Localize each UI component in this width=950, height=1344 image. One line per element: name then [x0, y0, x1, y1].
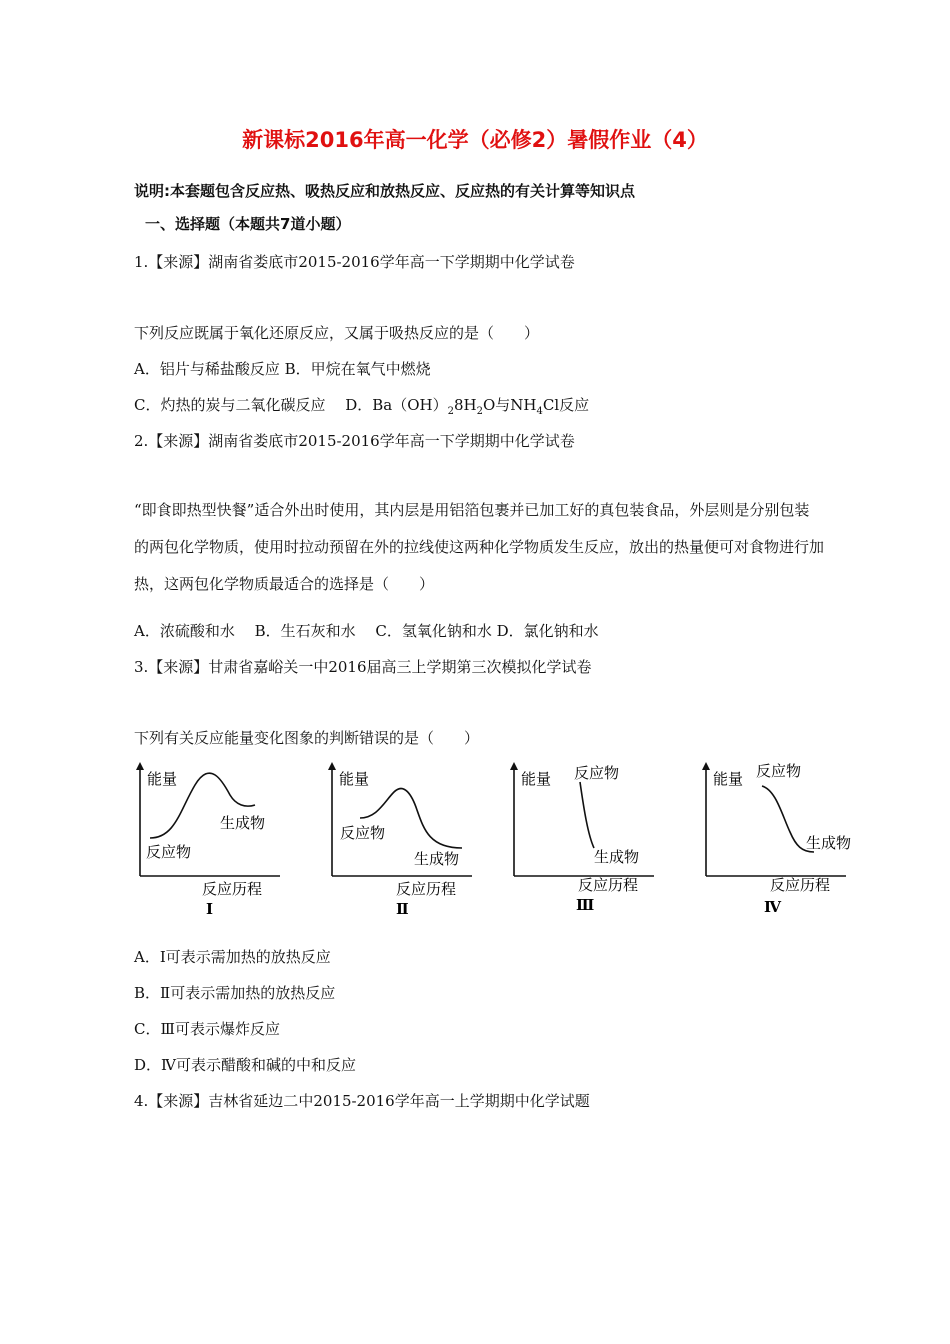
- q1-stem: 下列反应既属于氧化还原反应，又属于吸热反应的是（ ）: [134, 324, 540, 342]
- q3-option-d: D．Ⅳ可表示醋酸和碱的中和反应: [134, 1056, 357, 1074]
- diagram-label: Ⅲ: [576, 896, 595, 914]
- y-axis-label: 能量: [147, 770, 178, 788]
- x-axis-label: 反应历程: [770, 876, 831, 894]
- y-axis-label: 能量: [521, 770, 552, 788]
- q2-stem: “即食即热型快餐”适合外出时使用，其内层是用铝箔包裹并已加工好的真包装食品，外层则是分别包装的两包化学物质，使用时拉动预留在外的拉线使这两种化学物质发生反应，放出的热量便可对食物进行加热，这两包化学物质最适合的选择是（ ）: [134, 501, 825, 593]
- subscript: 4: [536, 406, 543, 417]
- product-label: 生成物: [414, 850, 460, 868]
- reactant-label: 反应物: [146, 843, 192, 861]
- q4-source: 4.【来源】吉林省延边二中2015-2016学年高一上学期期中化学试题: [134, 1092, 590, 1110]
- section-heading: 一、选择题（本题共7道小题）: [145, 215, 351, 233]
- product-label: 生成物: [594, 848, 640, 866]
- energy-diagram-4: [696, 760, 866, 924]
- diagram-label: Ⅰ: [206, 900, 214, 918]
- q2-options: A．浓硫酸和水 B．生石灰和水 C．氢氧化钠和水 D．氯化钠和水: [134, 622, 599, 640]
- diagram-label: Ⅱ: [396, 900, 409, 918]
- reactant-label: 反应物: [340, 824, 386, 842]
- diagram-label: Ⅳ: [764, 898, 782, 916]
- page-title: 新课标2016年高一化学（必修2）暑假作业（4）: [242, 128, 708, 152]
- q3-stem: 下列有关反应能量变化图象的判断错误的是（ ）: [134, 729, 480, 747]
- q3-option-c: C．Ⅲ可表示爆炸反应: [134, 1020, 280, 1038]
- x-axis-label: 反应历程: [202, 880, 263, 898]
- energy-diagram-3: [504, 760, 664, 924]
- q1-opt-c-text: C．灼热的炭与二氧化碳反应 D．Ba（OH）: [134, 396, 448, 414]
- q1-options-cd: [134, 394, 589, 417]
- reactant-label: 反应物: [574, 764, 620, 782]
- description: 说明:本套题包含反应热、吸热反应和放热反应、反应热的有关计算等知识点: [134, 182, 636, 200]
- y-axis-label: 能量: [339, 770, 370, 788]
- q3-source: 3.【来源】甘肃省嘉峪关一中2016届高三上学期第三次模拟化学试卷: [134, 658, 592, 676]
- subscript: 2: [447, 406, 454, 417]
- energy-diagram-1: [130, 760, 290, 924]
- y-axis-label: 能量: [713, 770, 744, 788]
- q2-source: 2.【来源】湖南省娄底市2015-2016学年高一下学期期中化学试卷: [134, 432, 575, 450]
- product-label: 生成物: [806, 834, 852, 852]
- q1-opt-c-end: Cl反应: [542, 396, 590, 414]
- x-axis-label: 反应历程: [578, 876, 639, 894]
- q1-source: 1.【来源】湖南省娄底市2015-2016学年高一下学期期中化学试卷: [134, 253, 575, 271]
- reactant-label: 反应物: [756, 762, 802, 780]
- subscript: 2: [476, 406, 483, 417]
- x-axis-label: 反应历程: [396, 880, 457, 898]
- product-label: 生成物: [220, 814, 266, 832]
- q3-option-b: B．Ⅱ可表示需加热的放热反应: [134, 984, 336, 1002]
- q1-options-ab: A．铝片与稀盐酸反应 B．甲烷在氧气中燃烧: [134, 360, 431, 378]
- q3-option-a: A．Ⅰ可表示需加热的放热反应: [134, 948, 331, 966]
- q1-opt-c-mid2: O与NH: [483, 396, 537, 414]
- q1-opt-c-mid: 8H: [454, 396, 477, 414]
- energy-diagram-2: [322, 760, 482, 924]
